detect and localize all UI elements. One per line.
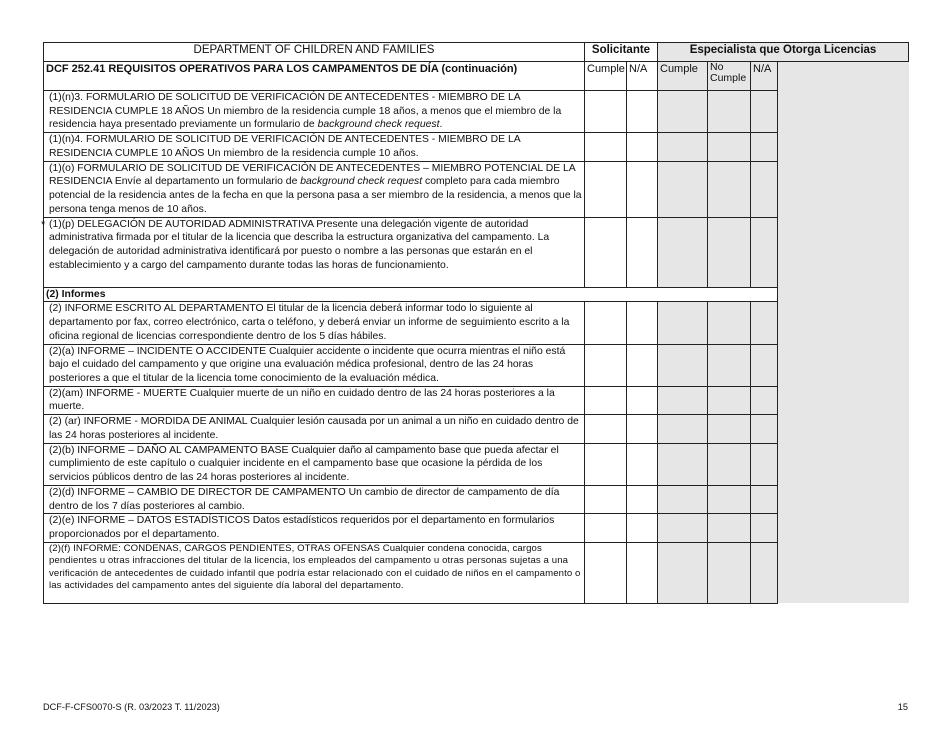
requirement-text: [44, 443, 585, 485]
especialista-na-cell[interactable]: [751, 415, 778, 443]
especialista-no-cumple-cell[interactable]: [708, 542, 751, 603]
requirement-text-main: (2)(a) INFORME – INCIDENTE O ACCIDENTE Cualquier accidente o incidente que ocurra mientras el niño está bajo el cuidado del campamento y que origine una evaluación médica profesional, dentro de las 24 horas posteriores a que el titular de la licencia tome conocimiento de la evaluación médica.: [49, 345, 566, 385]
especialista-no-cumple-cell[interactable]: [708, 302, 751, 344]
requirement-text-main: (1)(o) FORMULARIO DE SOLICITUD DE VERIFICACIÓN DE ANTECEDENTES – MIEMBRO POTENCIAL DE LA RESIDENCIA Envíe al departamento un formulario de: [49, 162, 576, 188]
especialista-no-cumple-cell[interactable]: [708, 161, 751, 217]
department-name: DEPARTMENT OF CHILDREN AND FAMILIES: [44, 43, 585, 62]
requirement-text-main: (2)(b) INFORME – DAÑO AL CAMPAMENTO BASE Cualquier daño al campamento base que pueda afectar el cumplimiento de este capítulo o cualquier incidente en el campamento base que ocasione la pérdida de los servicios públicos dentro de las 24 horas posteriores al incidente.: [49, 444, 559, 484]
especialista-na-cell[interactable]: [751, 443, 778, 485]
especialista-cumple-cell[interactable]: [658, 344, 708, 386]
solicitante-na-cell[interactable]: [627, 542, 658, 603]
col-especialista-na: N/A: [751, 62, 778, 91]
solicitante-na-cell[interactable]: [627, 485, 658, 513]
especialista-cumple-cell[interactable]: [658, 161, 708, 217]
especialista-cumple-cell[interactable]: [658, 415, 708, 443]
page-number: 15: [897, 702, 908, 712]
requirements-table: [43, 42, 909, 604]
requirement-text-main: (2)(am) INFORME - MUERTE Cualquier muerte de un niño en cuidado dentro de las 24 horas posteriores a la muerte.: [49, 387, 555, 413]
requirement-text-tail: completo para cada miembro potencial de la residencia antes de la fecha en que la persona pasa a ser miembro de la residencia, a menos que la persona tenga menos de 10 años.: [49, 176, 582, 215]
especialista-na-cell[interactable]: [751, 161, 778, 217]
requirement-text-tail: .: [439, 119, 443, 131]
especialista-na-cell[interactable]: [751, 217, 778, 287]
especialista-no-cumple-cell[interactable]: [708, 217, 751, 287]
especialista-header: Especialista que Otorga Licencias: [658, 43, 909, 62]
requirement-text: [44, 344, 585, 386]
solicitante-na-cell[interactable]: [627, 386, 658, 414]
requirement-text: [44, 302, 585, 344]
solicitante-na-cell[interactable]: [627, 161, 658, 217]
solicitante-na-cell[interactable]: [627, 133, 658, 161]
requirement-text: [44, 485, 585, 513]
solicitante-cumple-cell[interactable]: [585, 217, 627, 287]
especialista-cumple-cell[interactable]: [658, 443, 708, 485]
requirement-text-emphasis: background check request: [317, 119, 440, 131]
requirement-text: [44, 133, 585, 161]
especialista-na-cell[interactable]: [751, 302, 778, 344]
especialista-cumple-cell[interactable]: [658, 485, 708, 513]
requirement-text-main: (1)(n)3. FORMULARIO DE SOLICITUD DE VERIFICACIÓN DE ANTECEDENTES - MIEMBRO DE LA RESIDENCIA CUMPLE 18 AÑOS Un miembro de la residencia cumple 18 años, a menos que el miembro de la residencia haya presentado previamente un formulario de: [49, 92, 562, 131]
solicitante-cumple-cell[interactable]: [585, 161, 627, 217]
section-title: (2) Informes: [44, 287, 778, 302]
solicitante-na-cell[interactable]: [627, 514, 658, 542]
especialista-cumple-cell[interactable]: [658, 91, 708, 133]
especialista-na-cell[interactable]: [751, 133, 778, 161]
requirement-text-main: (1)(n)4. FORMULARIO DE SOLICITUD DE VERIFICACIÓN DE ANTECEDENTES - MIEMBRO DE LA RESIDENCIA CUMPLE 10 AÑOS Un miembro de la residencia cumple 10 años.: [49, 134, 521, 159]
solicitante-cumple-cell[interactable]: [585, 302, 627, 344]
requirement-text: [44, 91, 585, 133]
solicitante-na-cell[interactable]: [627, 91, 658, 133]
requirement-text: [44, 386, 585, 414]
solicitante-header: Solicitante: [585, 43, 658, 62]
solicitante-cumple-cell[interactable]: [585, 514, 627, 542]
solicitante-cumple-cell[interactable]: [585, 91, 627, 133]
requirement-text: [44, 542, 585, 603]
especialista-no-cumple-cell[interactable]: [708, 443, 751, 485]
requirement-text-emphasis: background check request: [300, 176, 423, 188]
especialista-na-cell[interactable]: [751, 542, 778, 603]
especialista-cumple-cell[interactable]: [658, 133, 708, 161]
especialista-cumple-cell[interactable]: [658, 386, 708, 414]
solicitante-na-cell[interactable]: [627, 443, 658, 485]
asterisk-marker: *: [41, 218, 46, 231]
solicitante-na-cell[interactable]: [627, 217, 658, 287]
requirement-text-main: (2)(d) INFORME – CAMBIO DE DIRECTOR DE CAMPAMENTO Un cambio de director de campamento de día dentro de los 7 días posteriores al cambio.: [49, 486, 560, 512]
requirement-text-main: (2)(f) INFORME: CONDENAS, CARGOS PENDIENTES, OTRAS OFENSAS Cualquier condena conocida, cargos pendientes u otras infracciones del titular de la licencia, los empleados del campamento u otras personas sujetas a una verificación de antecedentes de cuidado infantil que podría estar relacionado con el cuidado de niños en el campamento o las actividades del campamento antes del siguiente día laboral del departamento.: [49, 542, 581, 592]
requirement-text: [44, 161, 585, 217]
requirement-text-main: (2)(e) INFORME – DATOS ESTADÍSTICOS Datos estadísticos requeridos por el departamento en formularios proporcionados por el departamento.: [49, 515, 555, 541]
especialista-cumple-cell[interactable]: [658, 302, 708, 344]
especialista-na-cell[interactable]: [751, 386, 778, 414]
requirement-text-main: (2) INFORME ESCRITO AL DEPARTAMENTO El titular de la licencia deberá informar todo lo siguiente al departamento por fax, correo electrónico, carta o teléfono, y deberá enviar un informe de seguimiento escrito a la oficina regional de licencias correspondiente dentro de los 5 días hábiles.: [49, 303, 570, 342]
col-solicitante-na: N/A: [627, 62, 658, 91]
requirement-text-main: (2) (ar) INFORME - MORDIDA DE ANIMAL Cualquier lesión causada por un animal a un niño en cuidado dentro de las 24 horas posteriores al incidente.: [49, 416, 579, 441]
especialista-no-cumple-cell[interactable]: [708, 485, 751, 513]
col-especialista-cumple: Cumple: [658, 62, 708, 91]
form-identifier: DCF-F-CFS0070-S (R. 03/2023 T. 11/2023): [43, 702, 220, 712]
especialista-na-cell[interactable]: [751, 344, 778, 386]
especialista-no-cumple-cell[interactable]: [708, 386, 751, 414]
especialista-no-cumple-cell[interactable]: [708, 91, 751, 133]
solicitante-na-cell[interactable]: [627, 344, 658, 386]
solicitante-cumple-cell[interactable]: [585, 415, 627, 443]
especialista-na-cell[interactable]: [751, 91, 778, 133]
especialista-no-cumple-cell[interactable]: [708, 514, 751, 542]
solicitante-cumple-cell[interactable]: [585, 386, 627, 414]
especialista-na-cell[interactable]: [751, 485, 778, 513]
col-especialista-no-cumple: No Cumple: [708, 62, 751, 91]
requirement-text: [44, 514, 585, 542]
especialista-no-cumple-cell[interactable]: [708, 344, 751, 386]
gray-margin: [778, 62, 909, 604]
solicitante-na-cell[interactable]: [627, 415, 658, 443]
form-title: DCF 252.41 REQUISITOS OPERATIVOS PARA LOS CAMPAMENTOS DE DÍA (continuación): [44, 62, 585, 91]
especialista-na-cell[interactable]: [751, 514, 778, 542]
col-solicitante-cumple: Cumple: [585, 62, 627, 91]
solicitante-cumple-cell[interactable]: [585, 443, 627, 485]
especialista-no-cumple-cell[interactable]: [708, 133, 751, 161]
solicitante-cumple-cell[interactable]: [585, 344, 627, 386]
solicitante-cumple-cell[interactable]: [585, 485, 627, 513]
especialista-cumple-cell[interactable]: [658, 514, 708, 542]
solicitante-cumple-cell[interactable]: [585, 133, 627, 161]
requirement-text-main: (1)(p) DELEGACIÓN DE AUTORIDAD ADMINISTRATIVA Presente una delegación vigente de autoridad administrativa firmada por el titular de la licencia que describa la estructura organizativa del campamento. La delegación de autoridad administrativa identificará por puesto o nombre a las personas que estarán en el establecimiento y a cargo del campamento durante todas las horas de funcionamiento.: [49, 218, 550, 271]
requirement-text: [44, 415, 585, 443]
especialista-cumple-cell[interactable]: [658, 542, 708, 603]
especialista-cumple-cell[interactable]: [658, 217, 708, 287]
especialista-no-cumple-cell[interactable]: [708, 415, 751, 443]
requirement-text: [41, 217, 585, 287]
solicitante-na-cell[interactable]: [627, 302, 658, 344]
solicitante-cumple-cell[interactable]: [585, 542, 627, 603]
